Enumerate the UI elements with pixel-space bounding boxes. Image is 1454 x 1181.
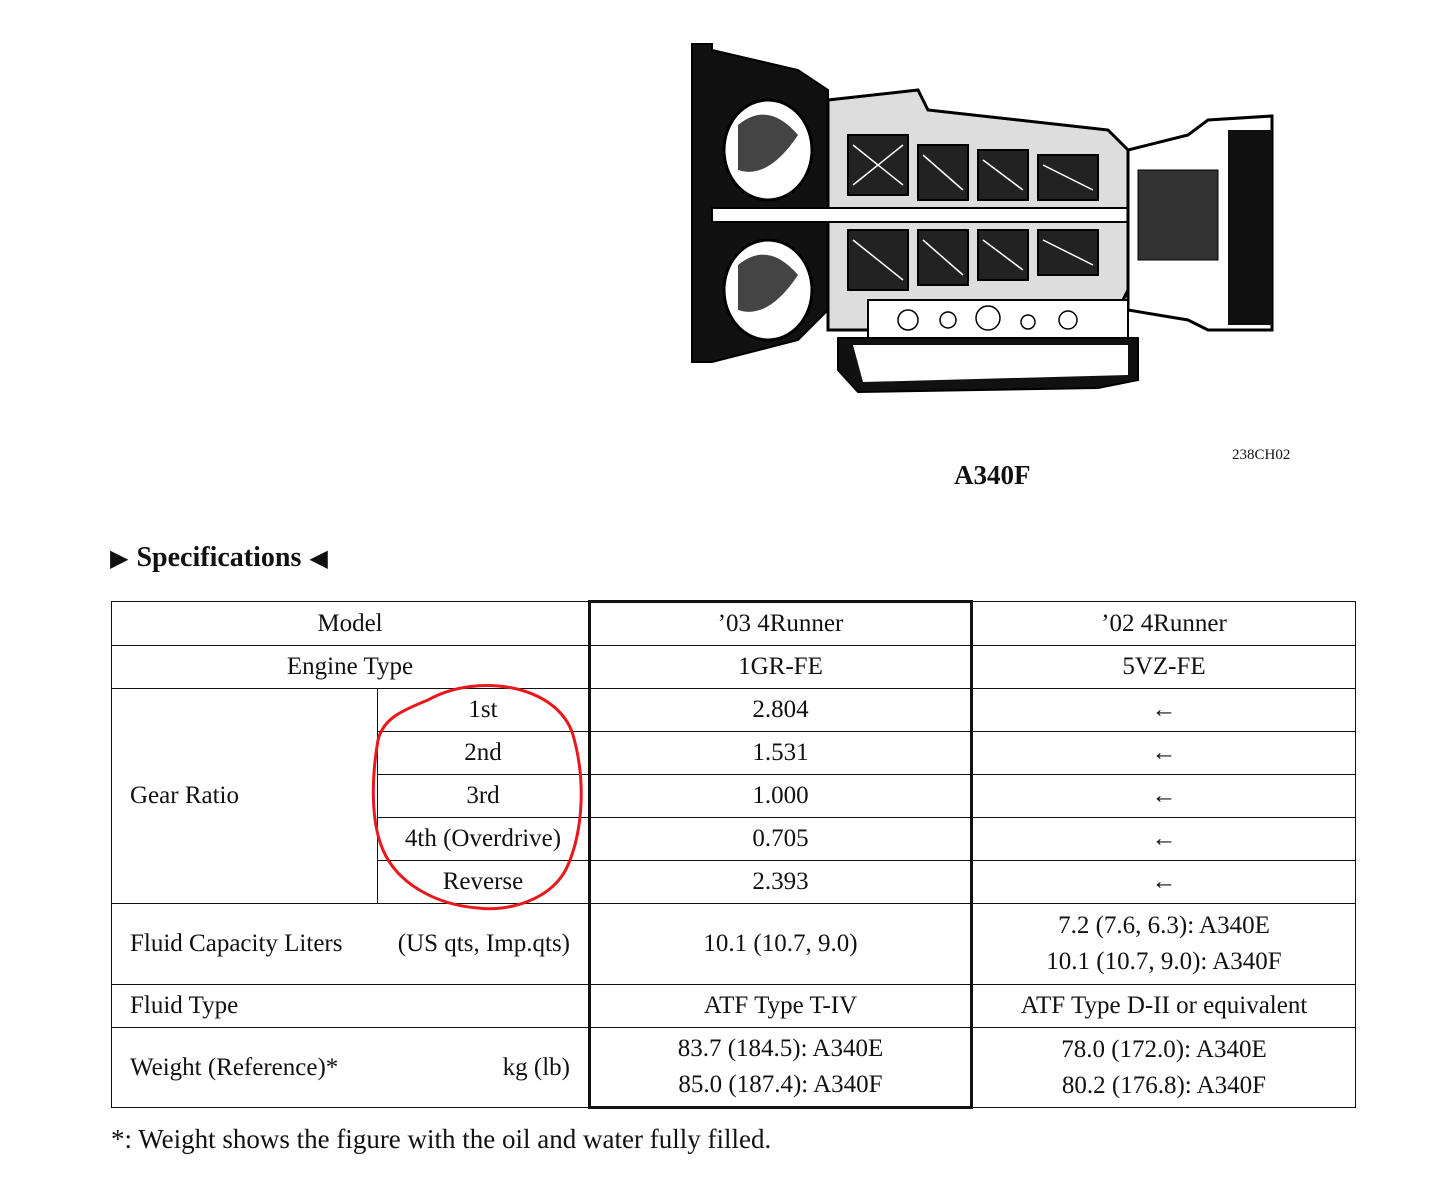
table-row-model: [112, 602, 1356, 646]
weight-03: [590, 1028, 972, 1108]
weight-label: Weight (Reference)*: [130, 1053, 339, 1081]
fluid-type-03: ATF Type T-IV: [590, 985, 972, 1028]
footnote: *: Weight shows the figure with the oil and water fully filled.: [111, 1124, 772, 1154]
fluid-capacity-02-line2: 10.1 (10.7, 9.0): A340F: [1046, 948, 1282, 975]
fluid-capacity-label: Fluid Capacity Liters: [130, 930, 343, 957]
specifications-heading: [110, 542, 328, 574]
weight-unit: kg (lb): [502, 1053, 570, 1081]
specifications-heading-text: Specifications: [136, 542, 302, 573]
gear-ratio-03: 0.705: [590, 818, 972, 861]
weight-02: [972, 1028, 1356, 1108]
gear-name: 4th (Overdrive): [378, 818, 590, 861]
gear-name: 2nd: [378, 732, 590, 775]
gear-ratio-02: ←: [972, 732, 1356, 775]
table-row-engine: [112, 646, 1356, 689]
gear-ratio-02: ←: [972, 818, 1356, 861]
gear-ratio-03: 1.531: [590, 732, 972, 775]
gear-ratio-03: 2.393: [590, 861, 972, 904]
gear-name: 1st: [378, 689, 590, 732]
figure-caption: A340F: [954, 460, 1031, 490]
engine-02: 5VZ-FE: [972, 646, 1356, 689]
gear-ratio-label: Gear Ratio: [112, 689, 378, 904]
gear-ratio-02: ←: [972, 861, 1356, 904]
fluid-type-02: ATF Type D-II or equivalent: [972, 985, 1356, 1028]
gear-ratio-02: ←: [972, 689, 1356, 732]
gear-ratio-02: ←: [972, 775, 1356, 818]
transmission-cutaway-figure: [688, 40, 1280, 400]
table-row-fluid-capacity: [112, 904, 1356, 985]
table-row-gear-1: [112, 689, 1356, 732]
table-row-fluid-type: [112, 985, 1356, 1028]
weight-03-line2: 85.0 (187.4): A340F: [678, 1071, 883, 1098]
engine-03: 1GR-FE: [590, 646, 972, 689]
gear-ratio-03: 2.804: [590, 689, 972, 732]
model-02: ’02 4Runner: [972, 602, 1356, 646]
weight-03-line1: 83.7 (184.5): A340E: [677, 1035, 884, 1062]
weight-02-line1: 78.0 (172.0): A340E: [1061, 1035, 1267, 1063]
fluid-capacity-02-line1: 7.2 (7.6, 6.3): A340E: [1058, 912, 1270, 939]
gear-ratio-03: 1.000: [590, 775, 972, 818]
fluid-capacity-label-cell: [112, 904, 590, 985]
fluid-capacity-02: [972, 904, 1356, 985]
fluid-capacity-unit: (US qts, Imp.qts): [397, 930, 570, 957]
left-triangle-icon: ◀: [309, 546, 328, 572]
valve-body: [868, 300, 1128, 340]
engine-label: Engine Type: [112, 646, 590, 689]
figure-code: 238CH02: [1232, 447, 1291, 463]
fluid-type-label: Fluid Type: [112, 985, 590, 1028]
model-label: Model: [112, 602, 590, 646]
specifications-table: [111, 600, 1356, 1109]
fluid-capacity-03: 10.1 (10.7, 9.0): [590, 904, 972, 985]
weight-02-line2: 80.2 (176.8): A340F: [1061, 1071, 1267, 1099]
table-row-weight: [112, 1028, 1356, 1108]
right-triangle-icon: ▶: [110, 546, 129, 572]
weight-label-cell: [112, 1028, 590, 1108]
gear-name: 3rd: [378, 775, 590, 818]
gear-name: Reverse: [378, 861, 590, 904]
model-03: ’03 4Runner: [590, 602, 972, 646]
